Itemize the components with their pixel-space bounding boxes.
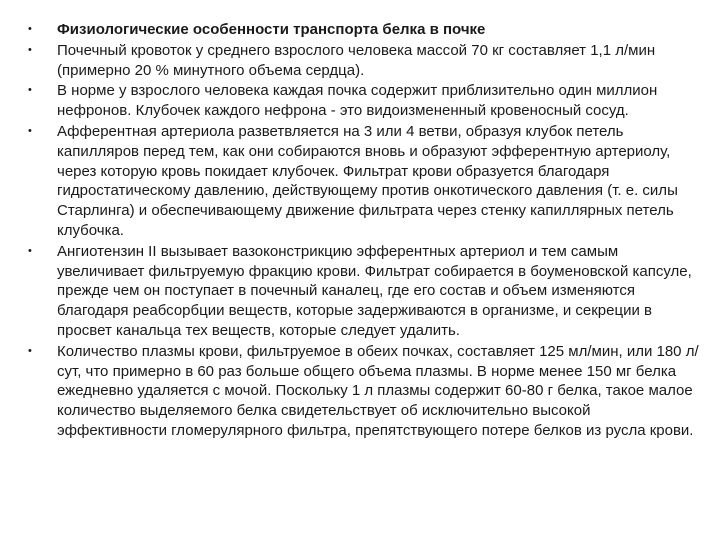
bullet-dot: • xyxy=(28,43,32,56)
bullet-text: Ангиотензин II вызывает вазоконстрикцию эфферентных артериол и тем самым увеличивает фильтруемую фракцию крови. Фильтрат собирается в боуменовской капсуле, прежде чем он поступает в почечный каналец, где его состав и объем изменяются благодаря реабсорбции веществ, которые задерживаются в организме, и секреции в просвет канальца тех веществ, которые следует удалить. xyxy=(57,242,692,339)
bullet-item-title xyxy=(28,20,702,40)
bullet-item xyxy=(28,122,702,241)
bullet-text: Количество плазмы крови, фильтруемое в обеих почках, составляет 125 мл/мин, или 180 л/сут, что примерно в 60 раз больше общего объема плазмы. В норме менее 150 мг белка ежедневно удаляется с мочой. Поскольку 1 л плазмы содержит 60-80 г белка, такое малое количество выделяемого белка свидетельствует об исключительно высокой эффективности гломерулярного фильтра, препятствующего потере белков из русла крови. xyxy=(57,342,699,439)
bullet-dot: • xyxy=(28,344,32,357)
bullet-text: Почечный кровоток у среднего взрослого человека массой 70 кг составляет 1,1 л/мин (примерно 20 % минутного объема сердца). xyxy=(57,41,656,79)
slide-title: Физиологические особенности транспорта белка в почке xyxy=(57,21,486,38)
bullet-item xyxy=(28,41,702,81)
bullet-item xyxy=(28,242,702,341)
bullet-dot: • xyxy=(28,23,32,35)
bullet-dot: • xyxy=(28,84,32,97)
bullet-text: В норме у взрослого человека каждая почка содержит приблизительно один миллион нефронов. Клубочек каждого нефрона - это видоизмененный кровеносный сосуд. xyxy=(57,82,658,120)
bullet-list xyxy=(28,20,702,441)
bullet-dot: • xyxy=(28,244,32,257)
bullet-dot: • xyxy=(28,124,32,137)
bullet-item xyxy=(28,81,702,121)
bullet-text: Афферентная артериола разветвляется на 3 или 4 ветви, образуя клубок петель капилляров перед тем, как они собираются вновь и образуют эфферентную артериолу, через которую кровь покидает клубочек. Фильтрат крови образуется благодаря гидростатическому давлению, действующему против онкотического давления (т. е. силы Старлинга) и обеспечивающему движение фильтрата через стенку капиллярных петель клубочка. xyxy=(57,122,678,239)
bullet-item xyxy=(28,342,702,441)
